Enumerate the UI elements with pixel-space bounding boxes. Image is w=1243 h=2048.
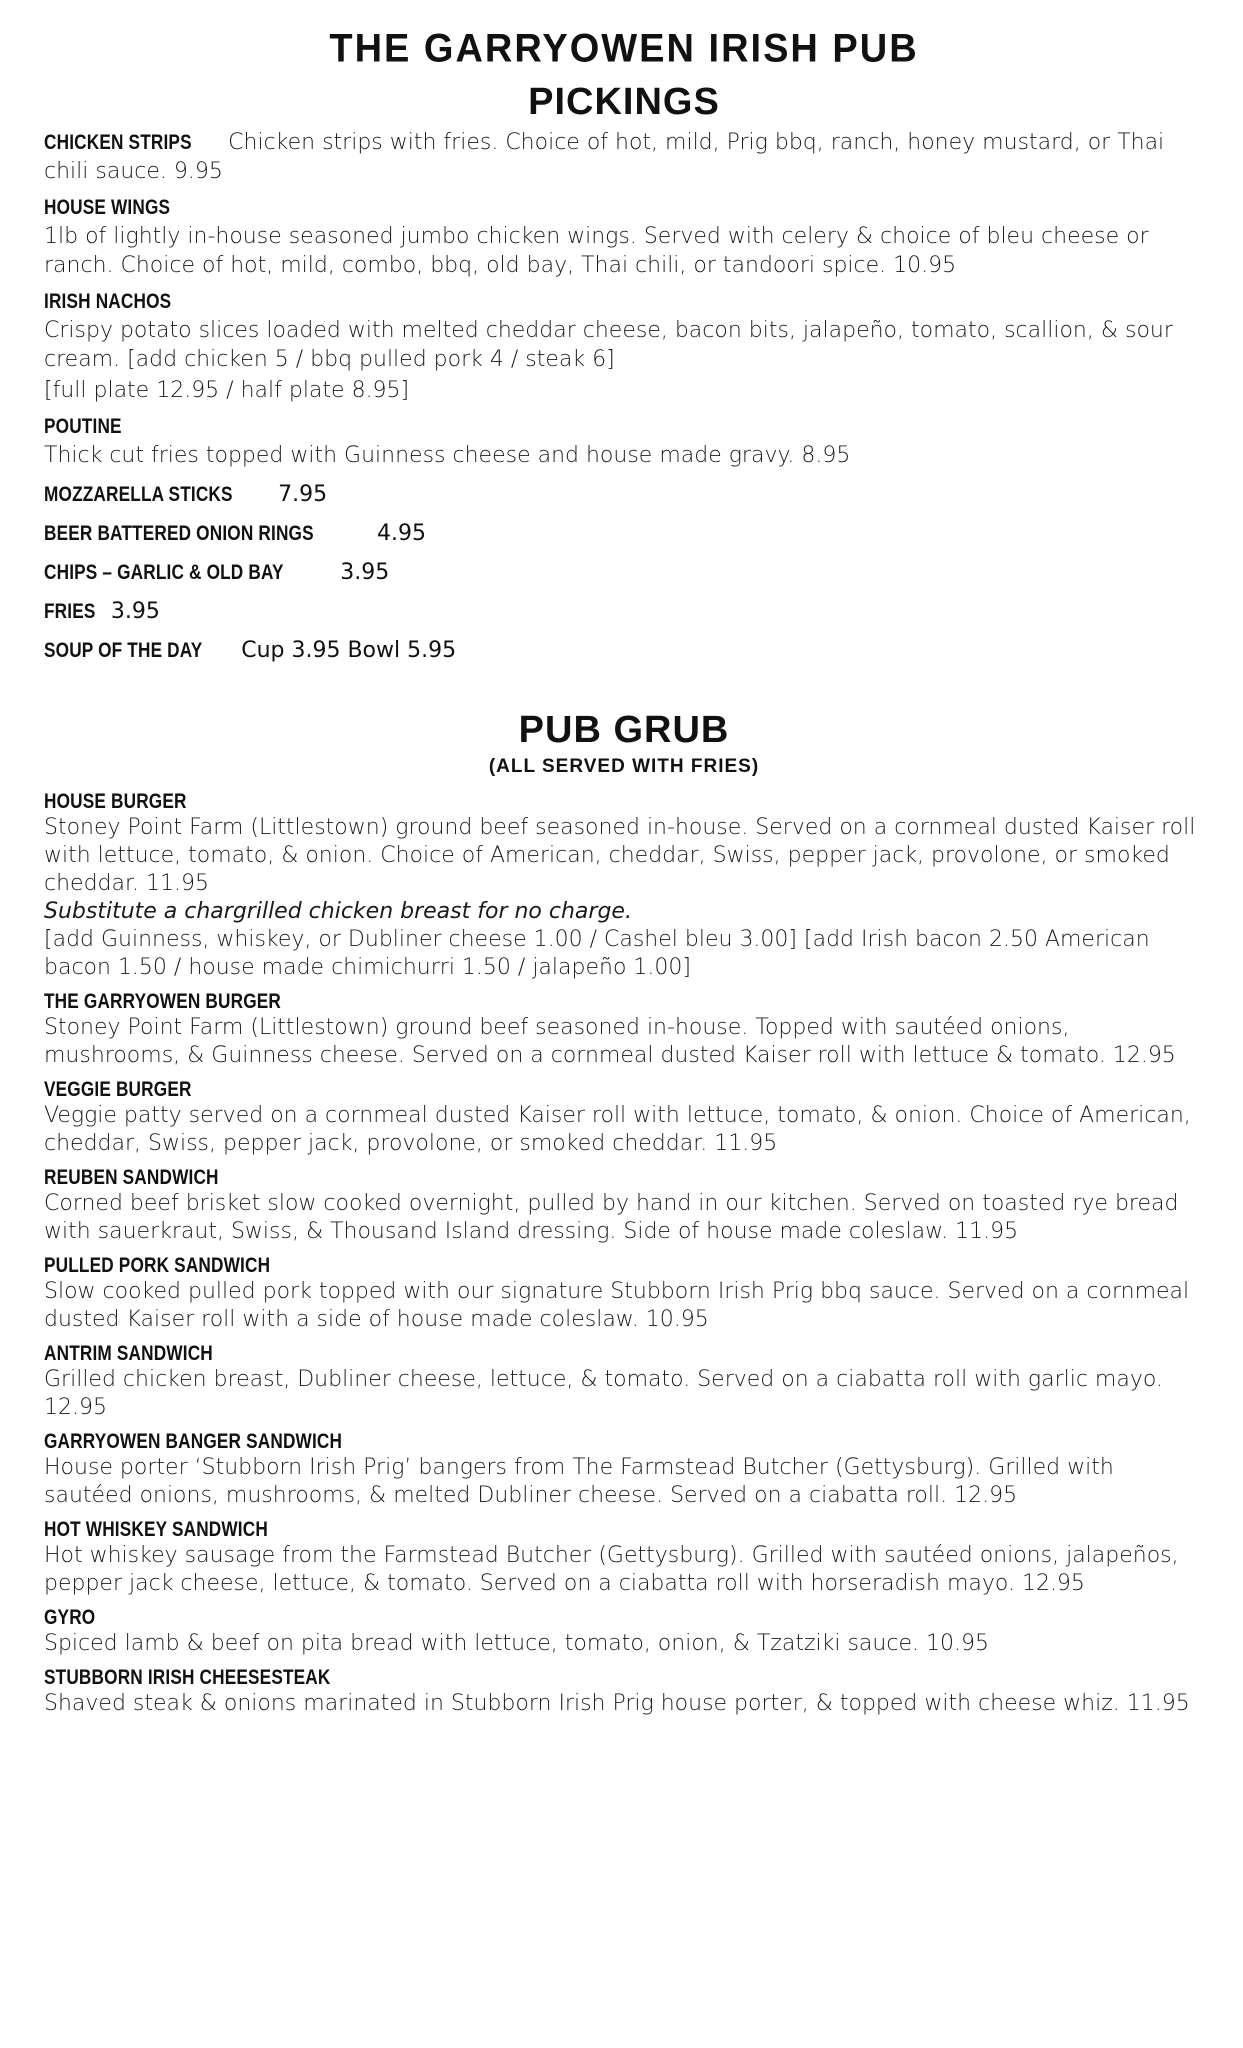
menu-item (44, 558, 1204, 587)
item-price: 4.95 (376, 521, 426, 546)
section-subtitle: (ALL SERVED WITH FRIES) (488, 756, 760, 777)
item-name: IRISH NACHOS (44, 290, 172, 313)
item-name: GARRYOWEN BANGER SANDWICH (44, 1430, 343, 1453)
item-description: Grilled chicken breast, Dubliner cheese, lettuce, & tomato. Served on a ciabatta roll with garlic mayo. 12.95 (44, 1367, 1163, 1420)
menu-item (44, 196, 1204, 280)
item-name: GYRO (44, 1606, 96, 1629)
item-name: ANTRIM SANDWICH (44, 1342, 213, 1365)
menu-item (44, 128, 1204, 186)
item-name: THE GARRYOWEN BURGER (44, 990, 282, 1013)
item-description: 1lb of lightly in-house seasoned jumbo chicken wings. Served with celery & choice of bleu cheese or ranch. Choice of hot, mild, combo, bbq, old bay, Thai chili, or tandoori spice. 10.95 (44, 224, 1149, 278)
item-description: Slow cooked pulled pork topped with our signature Stubborn Irish Prig bbq sauce. Served on a cornmeal dusted Kaiser roll with a side of house made coleslaw. 10.95 (44, 1279, 1190, 1332)
item-name: SOUP OF THE DAY (44, 639, 203, 662)
menu-item (44, 1254, 1204, 1334)
menu-item (44, 1166, 1204, 1246)
item-note: Substitute a chargrilled chicken breast for no charge. (44, 899, 632, 924)
item-name: CHIPS – GARLIC & OLD BAY (44, 561, 284, 584)
item-description: Crispy potato slices loaded with melted cheddar cheese, bacon bits, jalapeño, tomato, scallion, & sour cream. [add chicken 5 / bbq pulled pork 4 / steak 6] (44, 318, 1173, 372)
item-portion-prices: [full plate 12.95 / half plate 8.95] (44, 378, 410, 403)
menu-item (44, 597, 1204, 626)
menu-item (44, 1666, 1204, 1718)
item-name: REUBEN SANDWICH (44, 1166, 219, 1189)
pub-name: THE GARRYOWEN IRISH PUB (329, 26, 919, 72)
menu-item (44, 1078, 1204, 1158)
menu-item (44, 790, 1204, 982)
menu-item (44, 480, 1204, 509)
item-name: HOUSE WINGS (44, 196, 171, 219)
menu-page (44, 22, 1204, 1726)
menu-item (44, 519, 1204, 548)
menu-item (44, 1606, 1204, 1658)
item-addons: [add Guinness, whiskey, or Dubliner cheese 1.00 / Cashel bleu 3.00] [add Irish bacon 2.50 American bacon 1.50 / house made chimichurri 1.50 / jalapeño 1.00] (44, 927, 1150, 980)
section-spacer (44, 675, 1204, 709)
item-price: 3.95 (340, 560, 390, 585)
menu-item (44, 990, 1204, 1070)
section-title-pub-grub: PUB GRUB (518, 709, 730, 751)
item-name: STUBBORN IRISH CHEESESTEAK (44, 1666, 331, 1689)
item-price: Cup 3.95 Bowl 5.95 (241, 638, 457, 663)
item-name: POUTINE (44, 415, 122, 438)
section-pickings (44, 81, 1204, 665)
item-description: House porter ‘Stubborn Irish Prig’ bangers from The Farmstead Butcher (Gettysburg). Grilled with sautéed onions, mushrooms, & melted Dubliner cheese. Served on a ciabatta roll. 12.95 (44, 1455, 1114, 1508)
item-description: Stoney Point Farm (Littlestown) ground beef seasoned in-house. Topped with sautéed onions, mushrooms, & Guinness cheese. Served on a cornmeal dusted Kaiser roll with lettuce & tomato. 12.95 (44, 1015, 1176, 1068)
item-price: 3.95 (110, 599, 160, 624)
menu-item (44, 1430, 1204, 1510)
item-description: Spiced lamb & beef on pita bread with lettuce, tomato, onion, & Tzatziki sauce. 10.95 (44, 1631, 989, 1656)
item-name: VEGGIE BURGER (44, 1078, 192, 1101)
section-pub-grub (44, 709, 1204, 1718)
menu-item (44, 1518, 1204, 1598)
menu-item (44, 1342, 1204, 1422)
menu-item (44, 290, 1204, 405)
item-description: Veggie patty served on a cornmeal dusted Kaiser roll with lettuce, tomato, & onion. Choice of American, cheddar, Swiss, pepper jack, provolone, or smoked cheddar. 11.95 (44, 1103, 1191, 1156)
item-name: BEER BATTERED ONION RINGS (44, 522, 314, 545)
item-name: HOT WHISKEY SANDWICH (44, 1518, 268, 1541)
item-name: CHICKEN STRIPS (44, 131, 192, 154)
item-name: MOZZARELLA STICKS (44, 483, 233, 506)
item-description: Chicken strips with fries. Choice of hot, mild, Prig bbq, ranch, honey mustard, or Thai chili sauce. 9.95 (44, 130, 1165, 184)
menu-item (44, 636, 1204, 665)
item-name: FRIES (44, 600, 96, 623)
section-title-pickings: PICKINGS (528, 81, 720, 123)
item-price: 7.95 (278, 482, 328, 507)
item-description: Stoney Point Farm (Littlestown) ground beef seasoned in-house. Served on a cornmeal dusted Kaiser roll with lettuce, tomato, & onion. Choice of American, cheddar, Swiss, pepper jack, provolone, or smoked cheddar. 11.95 (44, 815, 1196, 896)
item-description: Corned beef brisket slow cooked overnight, pulled by hand in our kitchen. Served on toasted rye bread with sauerkraut, Swiss, & Thousand Island dressing. Side of house made coleslaw. 11.95 (44, 1191, 1179, 1244)
item-description: Thick cut fries topped with Guinness cheese and house made gravy. 8.95 (44, 443, 851, 468)
item-name: PULLED PORK SANDWICH (44, 1254, 271, 1277)
menu-item (44, 415, 1204, 470)
item-description: Shaved steak & onions marinated in Stubborn Irish Prig house porter, & topped with cheese whiz. 11.95 (44, 1691, 1190, 1716)
item-description: Hot whiskey sausage from the Farmstead Butcher (Gettysburg). Grilled with sautéed onions, jalapeños, pepper jack cheese, lettuce, & tomato. Served on a ciabatta roll with horseradish mayo. 12.95 (44, 1543, 1179, 1596)
item-name: HOUSE BURGER (44, 790, 187, 813)
